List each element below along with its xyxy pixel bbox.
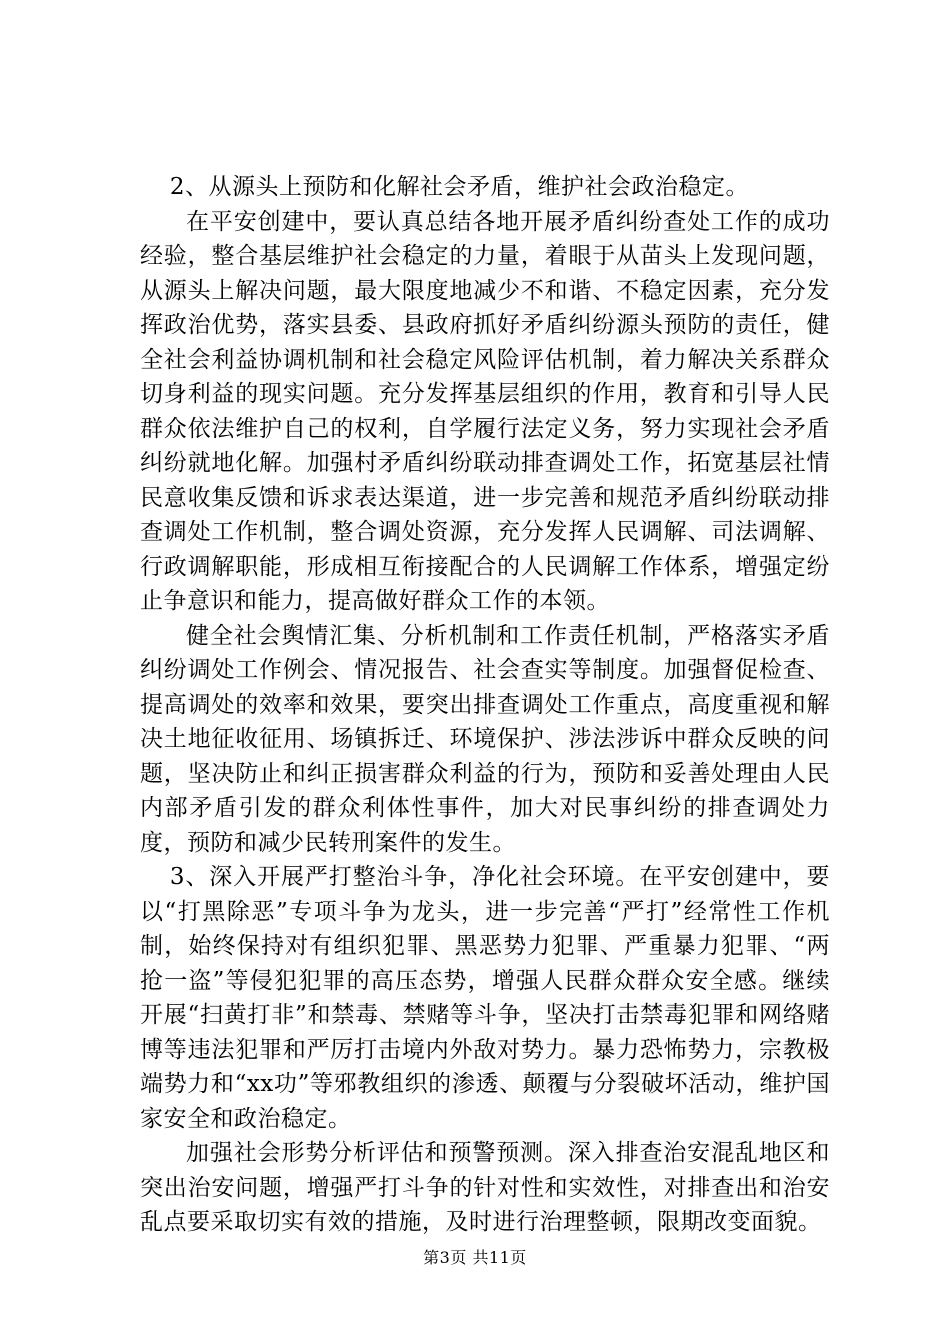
section-paragraph-3: 3、深入开展严打整治斗争，净化社会环境。在平安创建中，要以“打黑除恶”专项斗争为龙头，进一步完善“严打”经常性工作机制，始终保持对有组织犯罪、黑恶势力犯罪、严重暴力犯罪、“两抢一盗”等侵犯犯罪的高压态势，增强人民群众群众安全感。继续开展“扫黄打非”和禁毒、禁赌等斗争，坚决打击禁毒犯罪和网络赌博等违法犯罪和严厉打击境内外敌对势力。暴力恐怖势力，宗教极端势力和“xx功”等邪教组织的渗透、颠覆与分裂破坏活动，维护国家安全和政治稳定。	[140, 864, 830, 1132]
paragraph: 加强社会形势分析评估和预警预测。深入排查治安混乱地区和突出治安问题，增强严打斗争的针对性和实效性，对排查出和治安乱点要采取切实有效的措施，及时进行治理整顿，限期改变面貌。	[140, 1140, 830, 1235]
paragraph: 在平安创建中，要认真总结各地开展矛盾纠纷查处工作的成功经验，整合基层维护社会稳定的力量，着眼于从苗头上发现问题，从源头上解决问题，最大限度地减少不和谐、不稳定因素，充分发挥政治优势，落实县委、县政府抓好矛盾纠纷源头预防的责任，健全社会利益协调机制和社会稳定风险评估机制，着力解决关系群众切身利益的现实问题。充分发挥基层组织的作用，教育和引导人民群众依法维护自己的权利，自学履行法定义务，努力实现社会矛盾纠纷就地化解。加强村矛盾纠纷联动排查调处工作，拓宽基层社情民意收集反馈和诉求表达渠道，进一步完善和规范矛盾纠纷联动排查调处工作机制，整合调处资源，充分发挥人民调解、司法调解、行政调解职能，形成相互衔接配合的人民调解工作体系，增强定纷止争意识和能力，提高做好群众工作的本领。	[140, 208, 830, 614]
page-number-footer: 第3页 共11页	[423, 1248, 527, 1267]
paragraph: 健全社会舆情汇集、分析机制和工作责任机制，严格落实矛盾纠纷调处工作例会、情况报告、社会查实等制度。加强督促检查、提高调处的效率和效果，要突出排查调处工作重点，高度重视和解决土地征收征用、场镇拆迁、环境保护、涉法涉诉中群众反映的问题，坚决防止和纠正损害群众利益的行为，预防和妥善处理由人民内部矛盾引发的群众利体性事件，加大对民事纠纷的排查调处力度，预防和减少民转刑案件的发生。	[140, 622, 830, 856]
section-heading-2: 2、从源头上预防和化解社会矛盾，维护社会政治稳定。	[169, 174, 750, 200]
document-body	[140, 170, 830, 1240]
